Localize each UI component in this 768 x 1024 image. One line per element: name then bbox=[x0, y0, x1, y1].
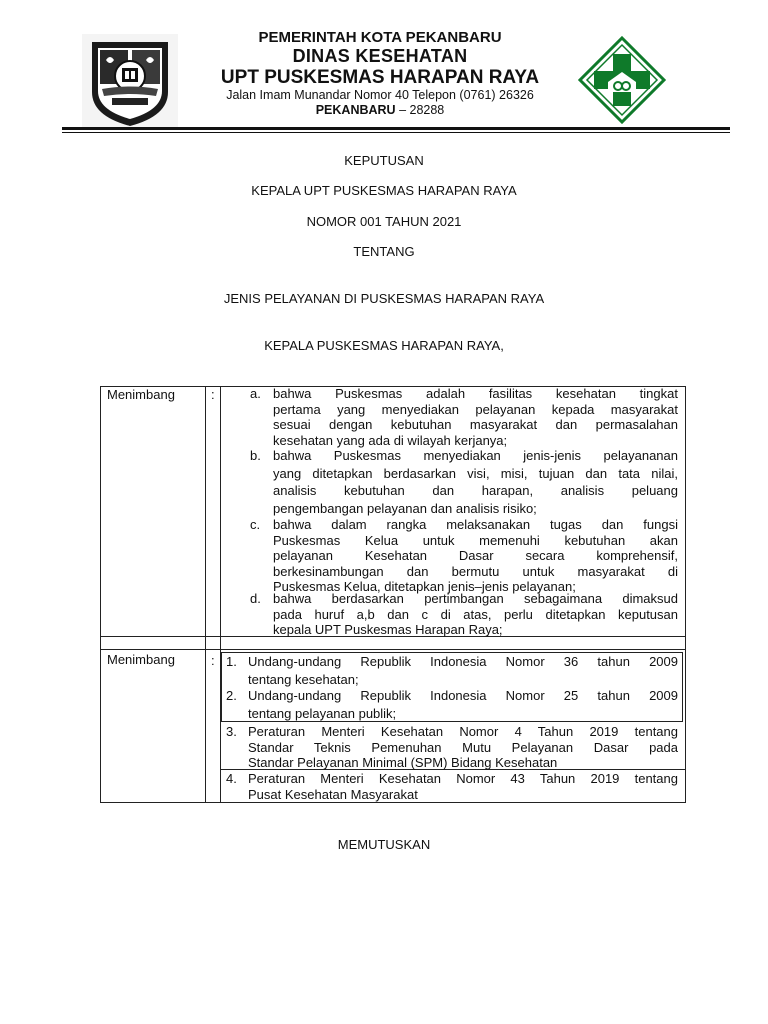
item-line: tentang kesehatan; bbox=[248, 672, 359, 687]
decree-issuer: KEPALA UPT PUSKESMAS HARAPAN RAYA bbox=[251, 183, 517, 198]
pekanbaru-crest-icon bbox=[82, 34, 178, 130]
item-line: bahwa Puskesmas adalah fasilitas kesehatan tingkat bbox=[273, 386, 678, 401]
item-line: pelayanan Kesehatan Dasar secara komprehensif, bbox=[273, 548, 678, 564]
item-marker: 2. bbox=[226, 688, 237, 703]
item-line: pertama yang menyediakan pelayanan kepada masyarakat bbox=[273, 401, 678, 417]
table-divider-label bbox=[205, 386, 206, 803]
letterhead-city-line bbox=[190, 103, 570, 117]
decree-memutuskan: MEMUTUSKAN bbox=[337, 837, 431, 852]
menimbang-item-c bbox=[250, 517, 680, 595]
item-line: Peraturan Menteri Kesehatan Nomor 4 Tahun 2019 tentang bbox=[248, 724, 678, 739]
table-divider-colon bbox=[220, 386, 221, 803]
item-line: kepala UPT Puskesmas Harapan Raya; bbox=[273, 622, 503, 638]
decree-tentang: TENTANG bbox=[353, 244, 415, 259]
item-line: Peraturan Menteri Kesehatan Nomor 43 Tahun 2019 tentang bbox=[248, 771, 678, 786]
item-marker: d. bbox=[250, 591, 261, 606]
item-line: kesehatan yang ada di wilayah kerjanya; bbox=[273, 432, 508, 448]
letterhead-city: PEKANBARU bbox=[315, 103, 396, 117]
letterhead-government: PEMERINTAH KOTA PEKANBARU bbox=[258, 29, 502, 46]
decree-signer: KEPALA PUSKESMAS HARAPAN RAYA, bbox=[264, 338, 504, 353]
item-line: Pusat Kesehatan Masyarakat bbox=[248, 786, 418, 802]
item-marker: 3. bbox=[226, 724, 237, 739]
item-marker: c. bbox=[250, 517, 261, 532]
letterhead-address: Jalan Imam Munandar Nomor 40 Telepon (0761) 26326 bbox=[226, 88, 534, 102]
item-line: yang ditetapkan berdasarkan visi, misi, tujuan dan tata nilai, bbox=[273, 465, 678, 481]
decree-number: NOMOR 001 TAHUN 2021 bbox=[306, 214, 462, 229]
menimbang-colon: : bbox=[211, 387, 215, 402]
letterhead-rule-thin bbox=[62, 132, 730, 133]
item-line: pada huruf a,b dan c di atas, perlu ditetapkan keputusan bbox=[273, 606, 678, 622]
item-line: Standar Pelayanan Minimal (SPM) Bidang Kesehatan bbox=[248, 755, 558, 771]
item-line: bahwa Puskesmas menyediakan jenis-jenis pelayananan bbox=[273, 448, 678, 463]
legal-basis-item-2 bbox=[226, 687, 680, 723]
decree-subject: JENIS PELAYANAN DI PUSKESMAS HARAPAN RAYA bbox=[223, 291, 545, 306]
item-line: sesuai dengan kebutuhan masyarakat dan permasalahan bbox=[273, 417, 678, 433]
legal-basis-item-1 bbox=[226, 653, 680, 689]
item-line: bahwa berdasarkan pertimbangan sebagaimana dimaksud bbox=[273, 591, 678, 606]
item-line: Puskesmas Kelua untuk memenuhi kebutuhan akan bbox=[273, 532, 678, 548]
item-line: berkesinambungan dan bermutu untuk masyarakat di bbox=[273, 563, 678, 579]
letterhead-department: DINAS KESEHATAN bbox=[292, 46, 468, 66]
menimbang-item-b bbox=[250, 447, 680, 517]
decree-type: KEPUTUSAN bbox=[344, 153, 424, 168]
table-row-separator-2 bbox=[100, 649, 686, 650]
menimbang-item-a bbox=[250, 386, 680, 449]
item-marker: b. bbox=[250, 448, 261, 463]
letterhead-postcode: – 28288 bbox=[395, 103, 445, 117]
item-marker: 1. bbox=[226, 654, 237, 669]
item-line: Undang-undang Republik Indonesia Nomor 36 tahun 2009 bbox=[248, 654, 678, 669]
item-line: pengembangan pelayanan dan analisis risiko; bbox=[273, 500, 537, 516]
legal-basis-item-3 bbox=[226, 724, 680, 771]
letterhead-institution: UPT PUSKESMAS HARAPAN RAYA bbox=[220, 67, 540, 88]
item-line: bahwa dalam rangka melaksanakan tugas dan fungsi bbox=[273, 517, 678, 532]
legal-basis-item-4 bbox=[226, 771, 680, 803]
item-marker: 4. bbox=[226, 771, 237, 786]
mengingat-label: Menimbang bbox=[107, 652, 175, 667]
letterhead-rule-thick bbox=[62, 127, 730, 130]
item-line: Standar Teknis Pemenuhan Mutu Pelayanan Dasar pada bbox=[248, 739, 678, 755]
mengingat-colon: : bbox=[211, 653, 215, 668]
menimbang-item-d bbox=[250, 591, 680, 638]
menimbang-label: Menimbang bbox=[107, 387, 175, 402]
item-marker: a. bbox=[250, 386, 261, 401]
item-line: Undang-undang Republik Indonesia Nomor 25 tahun 2009 bbox=[248, 688, 678, 703]
item-line: Puskesmas Kelua, ditetapkan jenis–jenis pelayanan; bbox=[273, 579, 576, 595]
puskesmas-cross-icon bbox=[578, 36, 666, 124]
item-line: tentang pelayanan publik; bbox=[248, 706, 397, 721]
item-line: analisis kebutuhan dan harapan, analisis peluang bbox=[273, 483, 678, 498]
